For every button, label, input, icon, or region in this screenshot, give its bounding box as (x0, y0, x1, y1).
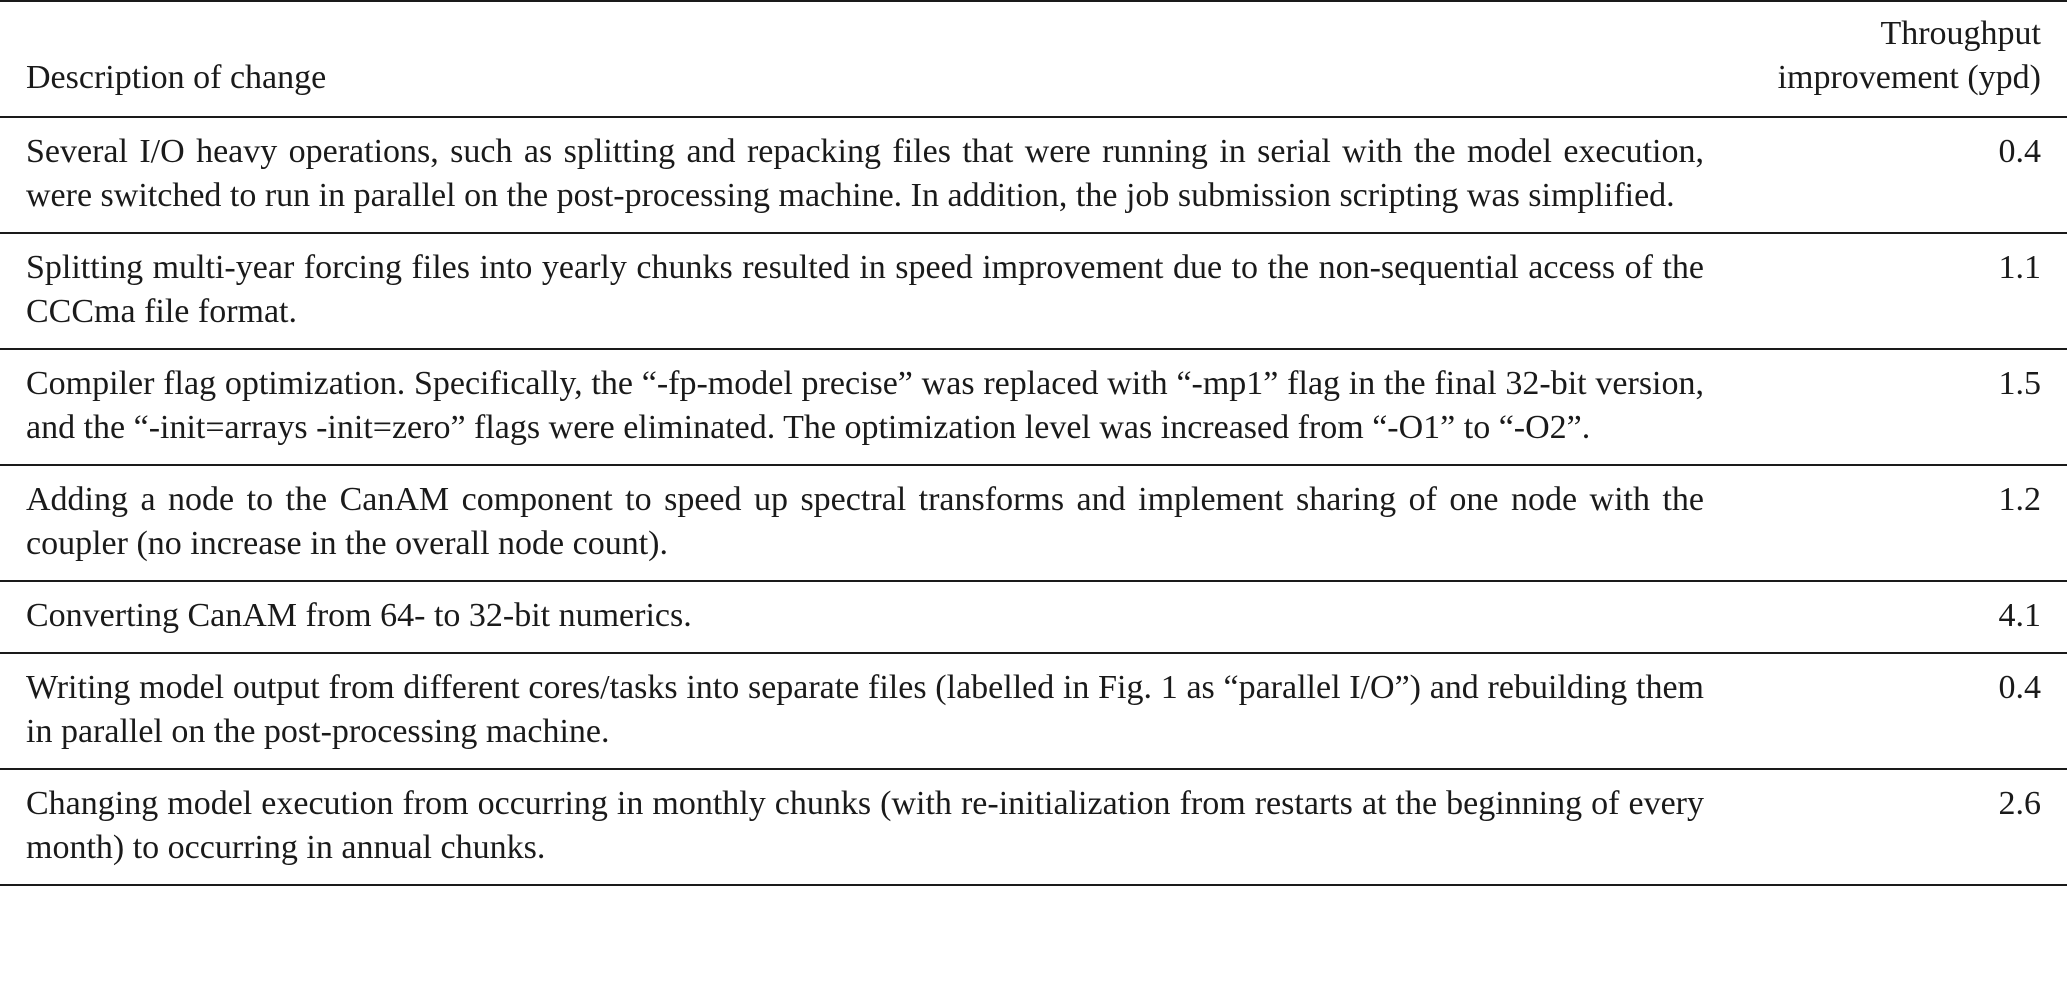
header-row (0, 1, 2067, 117)
row-description: Converting CanAM from 64- to 32-bit numerics. (26, 597, 692, 634)
header-throughput-line1: Throughput (1880, 15, 2041, 52)
table-row (0, 465, 2067, 581)
row-throughput-value: 0.4 (1998, 669, 2041, 706)
table-row (0, 581, 2067, 653)
row-description: Adding a node to the CanAM component to speed up spectral transforms and implement sharing of one node with the coupler (no increase in the overall node count). (26, 481, 1704, 562)
header-throughput-line2: improvement (ypd) (1777, 59, 2041, 96)
table-row (0, 769, 2067, 885)
table-row (0, 117, 2067, 233)
table-header (0, 1, 2067, 117)
row-throughput-value: 4.1 (1998, 597, 2041, 634)
table-row (0, 653, 2067, 769)
table-body (0, 117, 2067, 885)
header-description (0, 1, 1730, 117)
row-throughput-value: 0.4 (1998, 133, 2041, 170)
row-description: Splitting multi-year forcing files into yearly chunks resulted in speed improvement due to the non-sequential access of the CCCma file format. (26, 249, 1704, 330)
table-row (0, 233, 2067, 349)
row-description: Several I/O heavy operations, such as splitting and repacking files that were running in serial with the model execution, were switched to run in parallel on the post-processing machine. In addition, the job submission scripting was simplified. (26, 133, 1704, 214)
header-description-label: Description of change (26, 59, 327, 96)
header-throughput (1730, 1, 2067, 117)
row-throughput-value: 1.5 (1998, 365, 2041, 402)
row-description: Compiler flag optimization. Specifically, the “-fp-model precise” was replaced with “-mp1” flag in the final 32-bit version, and the “-init=arrays -init=zero” flags were eliminated. The optimization level was increased from “-O1” to “-O2”. (26, 365, 1704, 446)
table-row (0, 349, 2067, 465)
row-description: Writing model output from different cores/tasks into separate files (labelled in Fig. 1 as “parallel I/O”) and rebuilding them in parallel on the post-processing machine. (26, 669, 1704, 750)
row-throughput-value: 2.6 (1998, 785, 2041, 822)
row-throughput-value: 1.2 (1998, 481, 2041, 518)
row-throughput-value: 1.1 (1998, 249, 2041, 286)
row-description: Changing model execution from occurring in monthly chunks (with re-initialization from restarts at the beginning of every month) to occurring in annual chunks. (26, 785, 1704, 866)
